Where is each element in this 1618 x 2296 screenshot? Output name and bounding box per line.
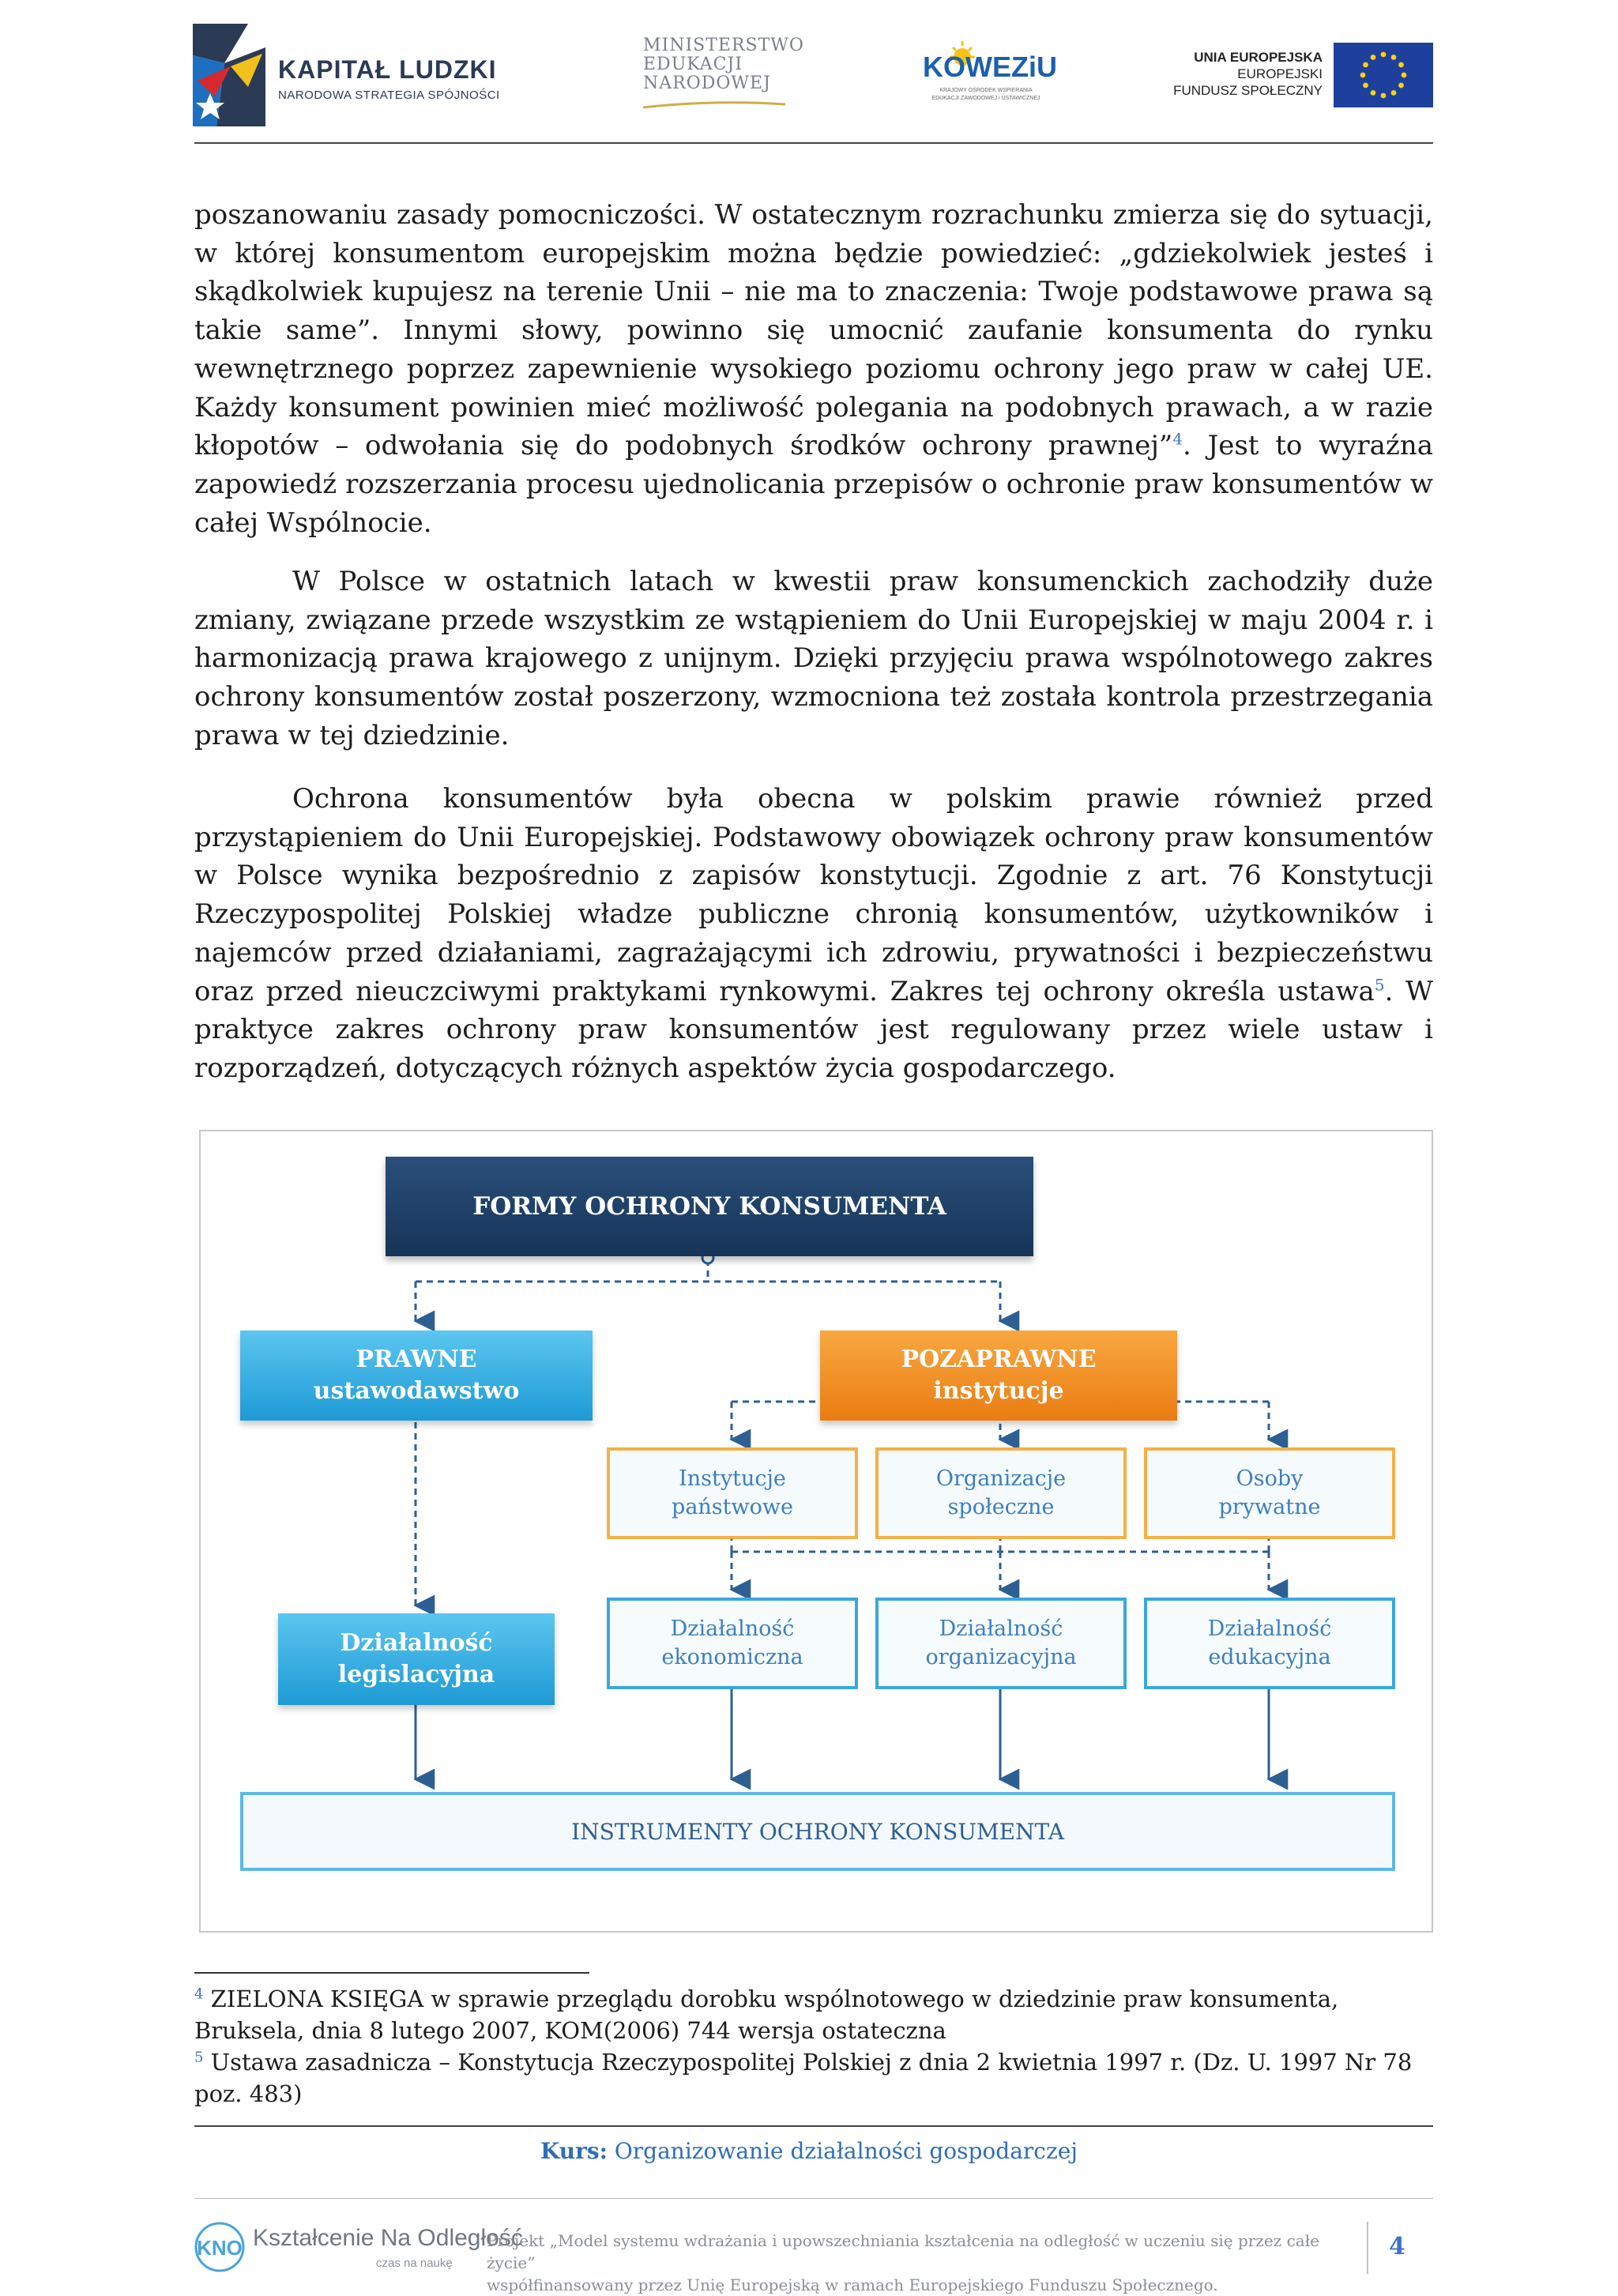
footnote-5 — [194, 2046, 1433, 2110]
inst1-line1: Instytucje — [679, 1466, 786, 1491]
legis-line1: Działalność — [340, 1629, 493, 1657]
paragraph-1 — [194, 196, 1433, 542]
footnote-4 — [194, 1983, 1433, 2046]
men-line2: EDUKACJI — [643, 55, 743, 74]
instrumenty-box — [240, 1792, 1395, 1871]
footer-rule — [194, 2125, 1433, 2127]
eu-star — [1381, 93, 1387, 99]
ue-line3: FUNDUSZ SPOŁECZNY — [1173, 83, 1323, 98]
men-line3: NARODOWEJ — [643, 73, 771, 93]
dzialalnosc-ekonomiczna-box — [607, 1598, 858, 1689]
course-line — [0, 2138, 1618, 2164]
men-underline-icon — [643, 100, 785, 111]
act1-line1: Działalność — [670, 1617, 795, 1641]
inst2-line1: Organizacje — [935, 1466, 1067, 1491]
kno-name: Kształcenie Na Odległość — [253, 2225, 523, 2251]
paragraph-2 — [194, 563, 1433, 755]
instrumenty-label: INSTRUMENTY OCHRONY KONSUMENTA — [571, 1818, 1064, 1845]
inst3-line1: Osoby — [1236, 1466, 1304, 1491]
osoby-prywatne-box — [1144, 1447, 1395, 1539]
footnote-rule — [194, 1972, 589, 1974]
kapital-ludzki-subtitle: NARODOWA STRATEGIA SPÓJNOŚCI — [278, 88, 500, 102]
inst1-line2: państwowe — [672, 1495, 793, 1519]
kapital-ludzki-title: KAPITAŁ LUDZKI — [278, 55, 497, 84]
page-number: 4 — [1389, 2233, 1405, 2260]
legis-line2: legislacyjna — [337, 1661, 495, 1688]
dzialalnosc-edukacyjna-box — [1144, 1598, 1395, 1689]
kno-emblem-icon — [194, 2222, 245, 2272]
instytucje-panstwowe-box — [607, 1447, 858, 1539]
inst3-line2: prywatne — [1218, 1495, 1321, 1519]
footnote-ref-4[interactable]: 4 — [1172, 429, 1183, 449]
men-line1: MINISTERSTWO — [643, 36, 804, 55]
act1-line2: ekonomiczna — [661, 1645, 803, 1669]
eu-star — [1398, 62, 1404, 68]
course-title: Organizowanie działalności gospodarczej — [607, 2138, 1078, 2164]
consumer-protection-diagram — [199, 1130, 1433, 1933]
header-rule — [194, 142, 1433, 144]
eu-star — [1391, 55, 1397, 60]
dzialalnosc-legislacyjna-box — [278, 1613, 555, 1705]
eu-star — [1381, 52, 1387, 58]
koweziu-sub1: KRAJOWY OŚRODEK WSPIERANIA — [939, 88, 1033, 93]
eu-star — [1402, 73, 1407, 78]
eu-flag-icon — [1334, 43, 1433, 107]
koweziu-sub2: EDUKACJI ZAWODOWEJ i USTAWICZNEJ — [931, 96, 1040, 101]
organizacje-spoleczne-box — [875, 1447, 1127, 1539]
act3-line1: Działalność — [1207, 1617, 1332, 1641]
act2-line1: Działalność — [939, 1617, 1063, 1641]
eu-star — [1371, 55, 1376, 60]
ue-line2: EUROPEJSKI — [1237, 66, 1323, 81]
eu-star — [1391, 90, 1397, 96]
course-label: Kurs: — [540, 2138, 608, 2164]
ue-text — [1149, 49, 1323, 99]
kno-tagline: czas na naukę — [376, 2256, 453, 2270]
dzialalnosc-organizacyjna-box — [875, 1598, 1127, 1689]
diagram-title: FORMY OCHRONY KONSUMENTA — [472, 1192, 946, 1221]
footer-rule-2 — [194, 2198, 1433, 2199]
act3-line2: edukacyjna — [1208, 1645, 1331, 1669]
paragraph-1-text: poszanowaniu zasady pomocniczości. W ostatecznym rozrachunku zmierza się do sytuacji, w której konsumentom europejskim można będzie powiedzieć: „gdziekolwiek jesteś i skądkolwiek kupujesz na terenie Unii – nie ma to znaczenia: Twoje podstawowe prawa są takie same”. Innymi słowy, powinno się umocnić zaufanie konsumenta do rynku wewnętrznego poprzez zapewnienie wysokiego poziomu ochrony jego praw w całej UE. Każdy konsument powinien mieć możliwość polegania na podobnych prawach, a w razie kłopotów – odwołania się do podobnych środków ochrony prawnej” — [194, 199, 1433, 462]
paragraph-3 — [194, 780, 1433, 1088]
prawne-line1: PRAWNE — [356, 1346, 477, 1373]
footnote-5-text: Ustawa zasadnicza – Konstytucja Rzeczypospolitej Polskiej z dnia 2 kwietnia 1997 r. (Dz. U. 1997 Nr 78 poz. 483) — [194, 2049, 1413, 2107]
ue-line1: UNIA EUROPEJSKA — [1194, 50, 1323, 65]
inst2-line2: społeczne — [947, 1495, 1055, 1519]
koweziu-name: KOWEZiU — [923, 51, 1057, 83]
kno-logo — [194, 2220, 523, 2275]
prawne-box — [240, 1331, 593, 1421]
prawne-line2: ustawodawstwo — [313, 1377, 520, 1405]
footnote-ref-5[interactable]: 5 — [1374, 975, 1385, 995]
diagram-title-box — [386, 1157, 1033, 1256]
paragraph-3-text: Ochrona konsumentów była obecna w polskim prawie również przed przystąpieniem do Unii Europejskiej. Podstawowy obowiązek ochrony praw konsumentów w Polsce wynika bezpośrednio z zapisów konstytucji. Zgodnie z art. 76 Konstytucji Rzeczypospolitej Polskiej władze publiczne chronią konsumentów, użytkowników i najemców przed działaniami, zagrażającymi ich zdrowiu, prywatności i bezpieczeństwu oraz przed nieuczciwymi praktykami rynkowymi. Zakres tej ochrony określa ustawa — [194, 783, 1433, 1007]
kapital-ludzki-logo — [193, 24, 509, 126]
footnote-4-text: ZIELONA KSIĘGA w sprawie przeglądu dorobku wspólnotowego w dziedzinie praw konsumenta, Bruksela, dnia 8 lutego 2007, KOM(2006) 744 wersja ostateczna — [194, 1985, 1339, 2044]
kapital-ludzki-emblem-icon — [193, 24, 265, 126]
koweziu-logo — [923, 40, 1065, 111]
eu-star — [1360, 73, 1366, 78]
eu-star — [1363, 83, 1368, 88]
footnote-4-number: 4 — [194, 1985, 204, 2003]
paragraph-3-tail: . W praktyce zakres ochrony praw konsumentów jest regulowany przez wiele ustaw i rozporządzeń, dotyczących różnych aspektów życia gospodarczego. — [194, 975, 1433, 1084]
project-line2: współfinansowany przez Unię Europejską w ramach Europejskiego Funduszu Społecznego. — [487, 2275, 1218, 2294]
paragraph-2-text: W Polsce w ostatnich latach w kwestii praw konsumenckich zachodziły duże zmiany, związane przede wszystkim ze wstąpieniem do Unii Europejskiej w maju 2004 r. i harmonizacją prawa krajowego z unijnym. Dzięki przyjęciu prawa wspólnotowego zakres ochrony konsumentów został poszerzony, wzmocniona też została kontrola przestrzegania prawa w tej dziedzinie. — [194, 566, 1433, 751]
eu-star — [1363, 62, 1368, 68]
men-logo — [643, 36, 804, 115]
pozaprawne-line1: POZAPRAWNE — [901, 1346, 1097, 1373]
svg-text:KNO: KNO — [197, 2236, 243, 2260]
act2-line2: organizacyjna — [925, 1645, 1077, 1669]
footnote-5-number: 5 — [194, 2049, 204, 2066]
eu-star — [1371, 90, 1376, 96]
eu-star — [1398, 83, 1404, 88]
page-number-divider — [1367, 2222, 1368, 2274]
pozaprawne-box — [820, 1331, 1177, 1421]
ue-logo — [1169, 40, 1433, 111]
pozaprawne-line2: instytucje — [933, 1377, 1064, 1405]
project-info — [487, 2230, 1364, 2296]
project-line1: Projekt „Model systemu wdrażania i upowszechniania kształcenia na odległość w uczeniu się przez całe życie” — [487, 2231, 1320, 2272]
paragraph-1-tail: . Jest to wyraźna zapowiedź rozszerzania procesu ujednolicania przepisów o ochronie praw konsumentów w całej Wspólnocie. — [194, 430, 1433, 539]
